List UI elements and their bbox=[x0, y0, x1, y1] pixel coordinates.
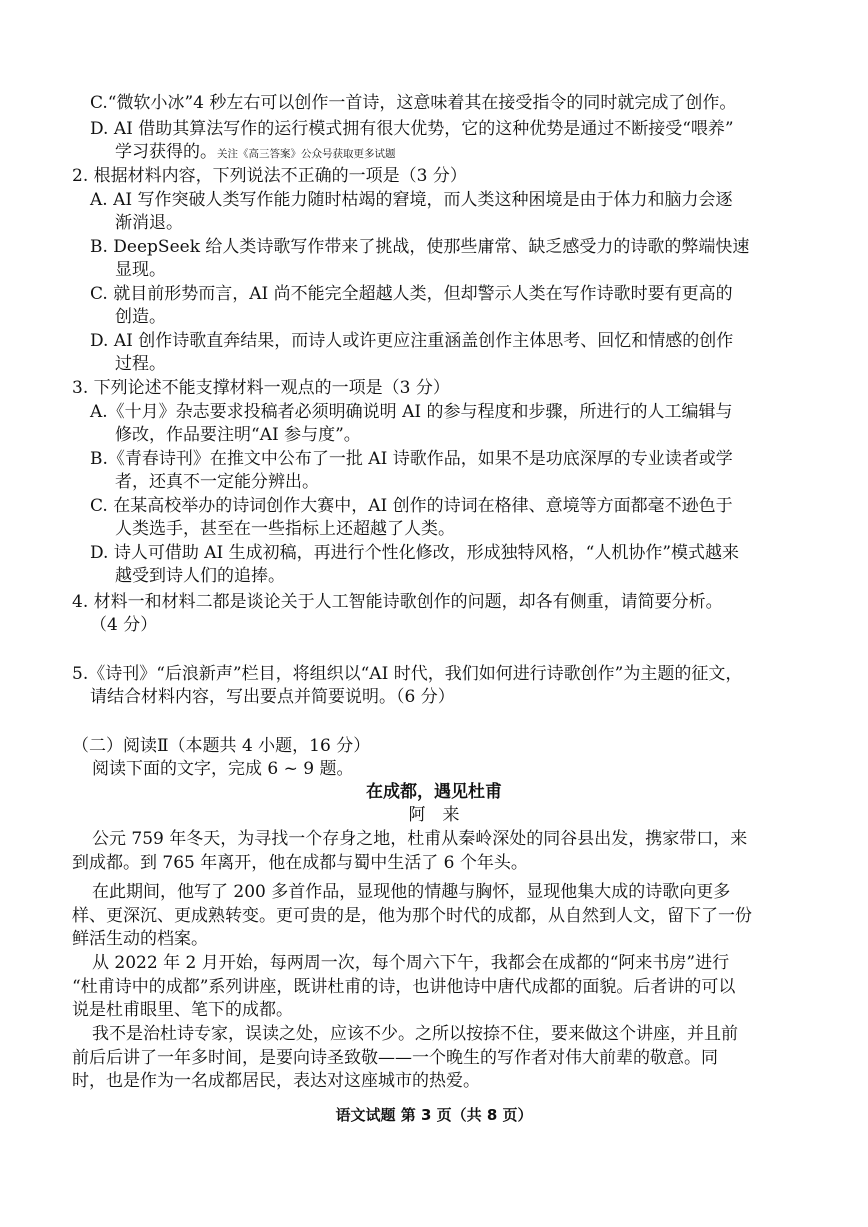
q3-option-a-line2: 修改，作品要注明“AI 参与度”。 bbox=[115, 425, 361, 445]
q3-option-b-line2: 者，还真不一定能分辨出。 bbox=[115, 472, 319, 492]
q3-option-c-line2: 人类选手，甚至在一些指标上还超越了人类。 bbox=[115, 519, 455, 539]
article-paragraph-2-line1: 在此期间，他写了 200 多首作品，显现他的情趣与胸怀，显现他集大成的诗歌向更多 bbox=[92, 882, 731, 902]
q2-option-b-line1: B. DeepSeek 给人类诗歌写作带来了挑战，使那些庸常、缺乏感受力的诗歌的弊端快速 bbox=[90, 237, 750, 257]
article-paragraph-2-line3: 鲜活生动的档案。 bbox=[72, 929, 208, 949]
article-paragraph-4-line3: 时，也是作为一名成都居民，表达对这座城市的热爱。 bbox=[72, 1071, 480, 1091]
article-paragraph-2-line2: 样、更深沉、更成熟转变。更可贵的是，他为那个时代的成都，从自然到人文，留下了一份 bbox=[72, 906, 752, 926]
q3-option-d-line1: D. 诗人可借助 AI 生成初稿，再进行个性化修改，形成独特风格，“人机协作”模式越来 bbox=[90, 543, 740, 563]
q3-option-c-line1: C. 在某高校举办的诗词创作大赛中，AI 创作的诗词在格律、意境等方面都毫不逊色于 bbox=[90, 496, 733, 516]
q2-option-d-line2: 过程。 bbox=[115, 354, 166, 374]
article-paragraph-3-line1: 从 2022 年 2 月开始，每两周一次，每个周六下午，我都会在成都的“阿来书房”进行 bbox=[92, 953, 730, 973]
q2-option-c-line2: 创造。 bbox=[115, 307, 166, 327]
q4-stem-line2: （4 分） bbox=[90, 615, 158, 635]
q1-option-d-line1: D. AI 借助其算法写作的运行模式拥有很大优势，它的这种优势是通过不断接受“喂养” bbox=[90, 119, 734, 139]
q3-option-d-line2: 越受到诗人们的追捧。 bbox=[115, 566, 285, 586]
article-paragraph-1-line2: 到成都。到 765 年离开，他在成都与蜀中生活了 6 个年头。 bbox=[72, 853, 528, 873]
q3-stem: 3. 下列论述不能支撑材料一观点的一项是（3 分） bbox=[72, 378, 450, 398]
q4-stem-line1: 4. 材料一和材料二都是谈论关于人工智能诗歌创作的问题，却各有侧重，请简要分析。 bbox=[72, 592, 723, 612]
q2-option-c-line1: C. 就目前形势而言，AI 尚不能完全超越人类，但却警示人类在写作诗歌时要有更高的 bbox=[90, 284, 733, 304]
watermark-note: 关注《高三答案》公众号获取更多试题 bbox=[217, 148, 396, 160]
article-author: 阿 来 bbox=[408, 805, 460, 825]
article-paragraph-1-line1: 公元 759 年冬天，为寻找一个存身之地，杜甫从秦岭深处的同谷县出发，携家带口，来 bbox=[92, 829, 748, 849]
article-paragraph-4-line2: 前后后讲了一年多时间，是要向诗圣致敬——一个晚生的写作者对伟大前辈的敬意。同 bbox=[72, 1048, 718, 1068]
q2-option-a-line1: A. AI 写作突破人类写作能力随时枯竭的窘境，而人类这种困境是由于体力和脑力会逐 bbox=[90, 190, 733, 210]
q5-stem-line1: 5.《诗刊》“后浪新声”栏目，将组织以“AI 时代，我们如何进行诗歌创作”为主题的征文， bbox=[72, 664, 743, 684]
q2-option-d-line1: D. AI 创作诗歌直奔结果，而诗人或许更应注重涵盖创作主体思考、回忆和情感的创作 bbox=[90, 331, 734, 351]
article-title: 在成都，遇见杜甫 bbox=[366, 782, 502, 802]
article-paragraph-4-line1: 我不是治杜诗专家，误读之处，应该不少。之所以按捺不住，要来做这个讲座，并且前 bbox=[92, 1024, 738, 1044]
section-heading: （二）阅读Ⅱ（本题共 4 小题，16 分） bbox=[72, 736, 371, 756]
q3-option-b-line1: B.《青春诗刊》在推文中公布了一批 AI 诗歌作品，如果不是功底深厚的专业读者或学 bbox=[90, 449, 733, 469]
q1-option-d-line2 bbox=[115, 141, 396, 166]
q2-stem: 2. 根据材料内容，下列说法不正确的一项是（3 分） bbox=[72, 166, 467, 186]
page-footer: 语文试题 第 3 页（共 8 页） bbox=[335, 1106, 533, 1124]
q1-option-d-line2-text: 学习获得的。 bbox=[115, 142, 217, 162]
q1-option-c: C.“微软小冰”4 秒左右可以创作一首诗，这意味着其在接受指令的同时就完成了创作。 bbox=[90, 93, 737, 113]
q3-option-a-line1: A.《十月》杂志要求投稿者必须明确说明 AI 的参与程度和步骤，所进行的人工编辑与 bbox=[90, 402, 733, 422]
section-instruction: 阅读下面的文字，完成 6 ~ 9 题。 bbox=[92, 759, 354, 779]
article-paragraph-3-line2: “杜甫诗中的成都”系列讲座，既讲杜甫的诗，也讲他诗中唐代成都的面貌。后者讲的可以 bbox=[72, 977, 736, 997]
q5-stem-line2: 请结合材料内容，写出要点并简要说明。（6 分） bbox=[90, 687, 455, 707]
q2-option-a-line2: 渐消退。 bbox=[115, 213, 183, 233]
article-paragraph-3-line3: 说是杜甫眼里、笔下的成都。 bbox=[72, 1000, 293, 1020]
q2-option-b-line2: 显现。 bbox=[115, 260, 166, 280]
